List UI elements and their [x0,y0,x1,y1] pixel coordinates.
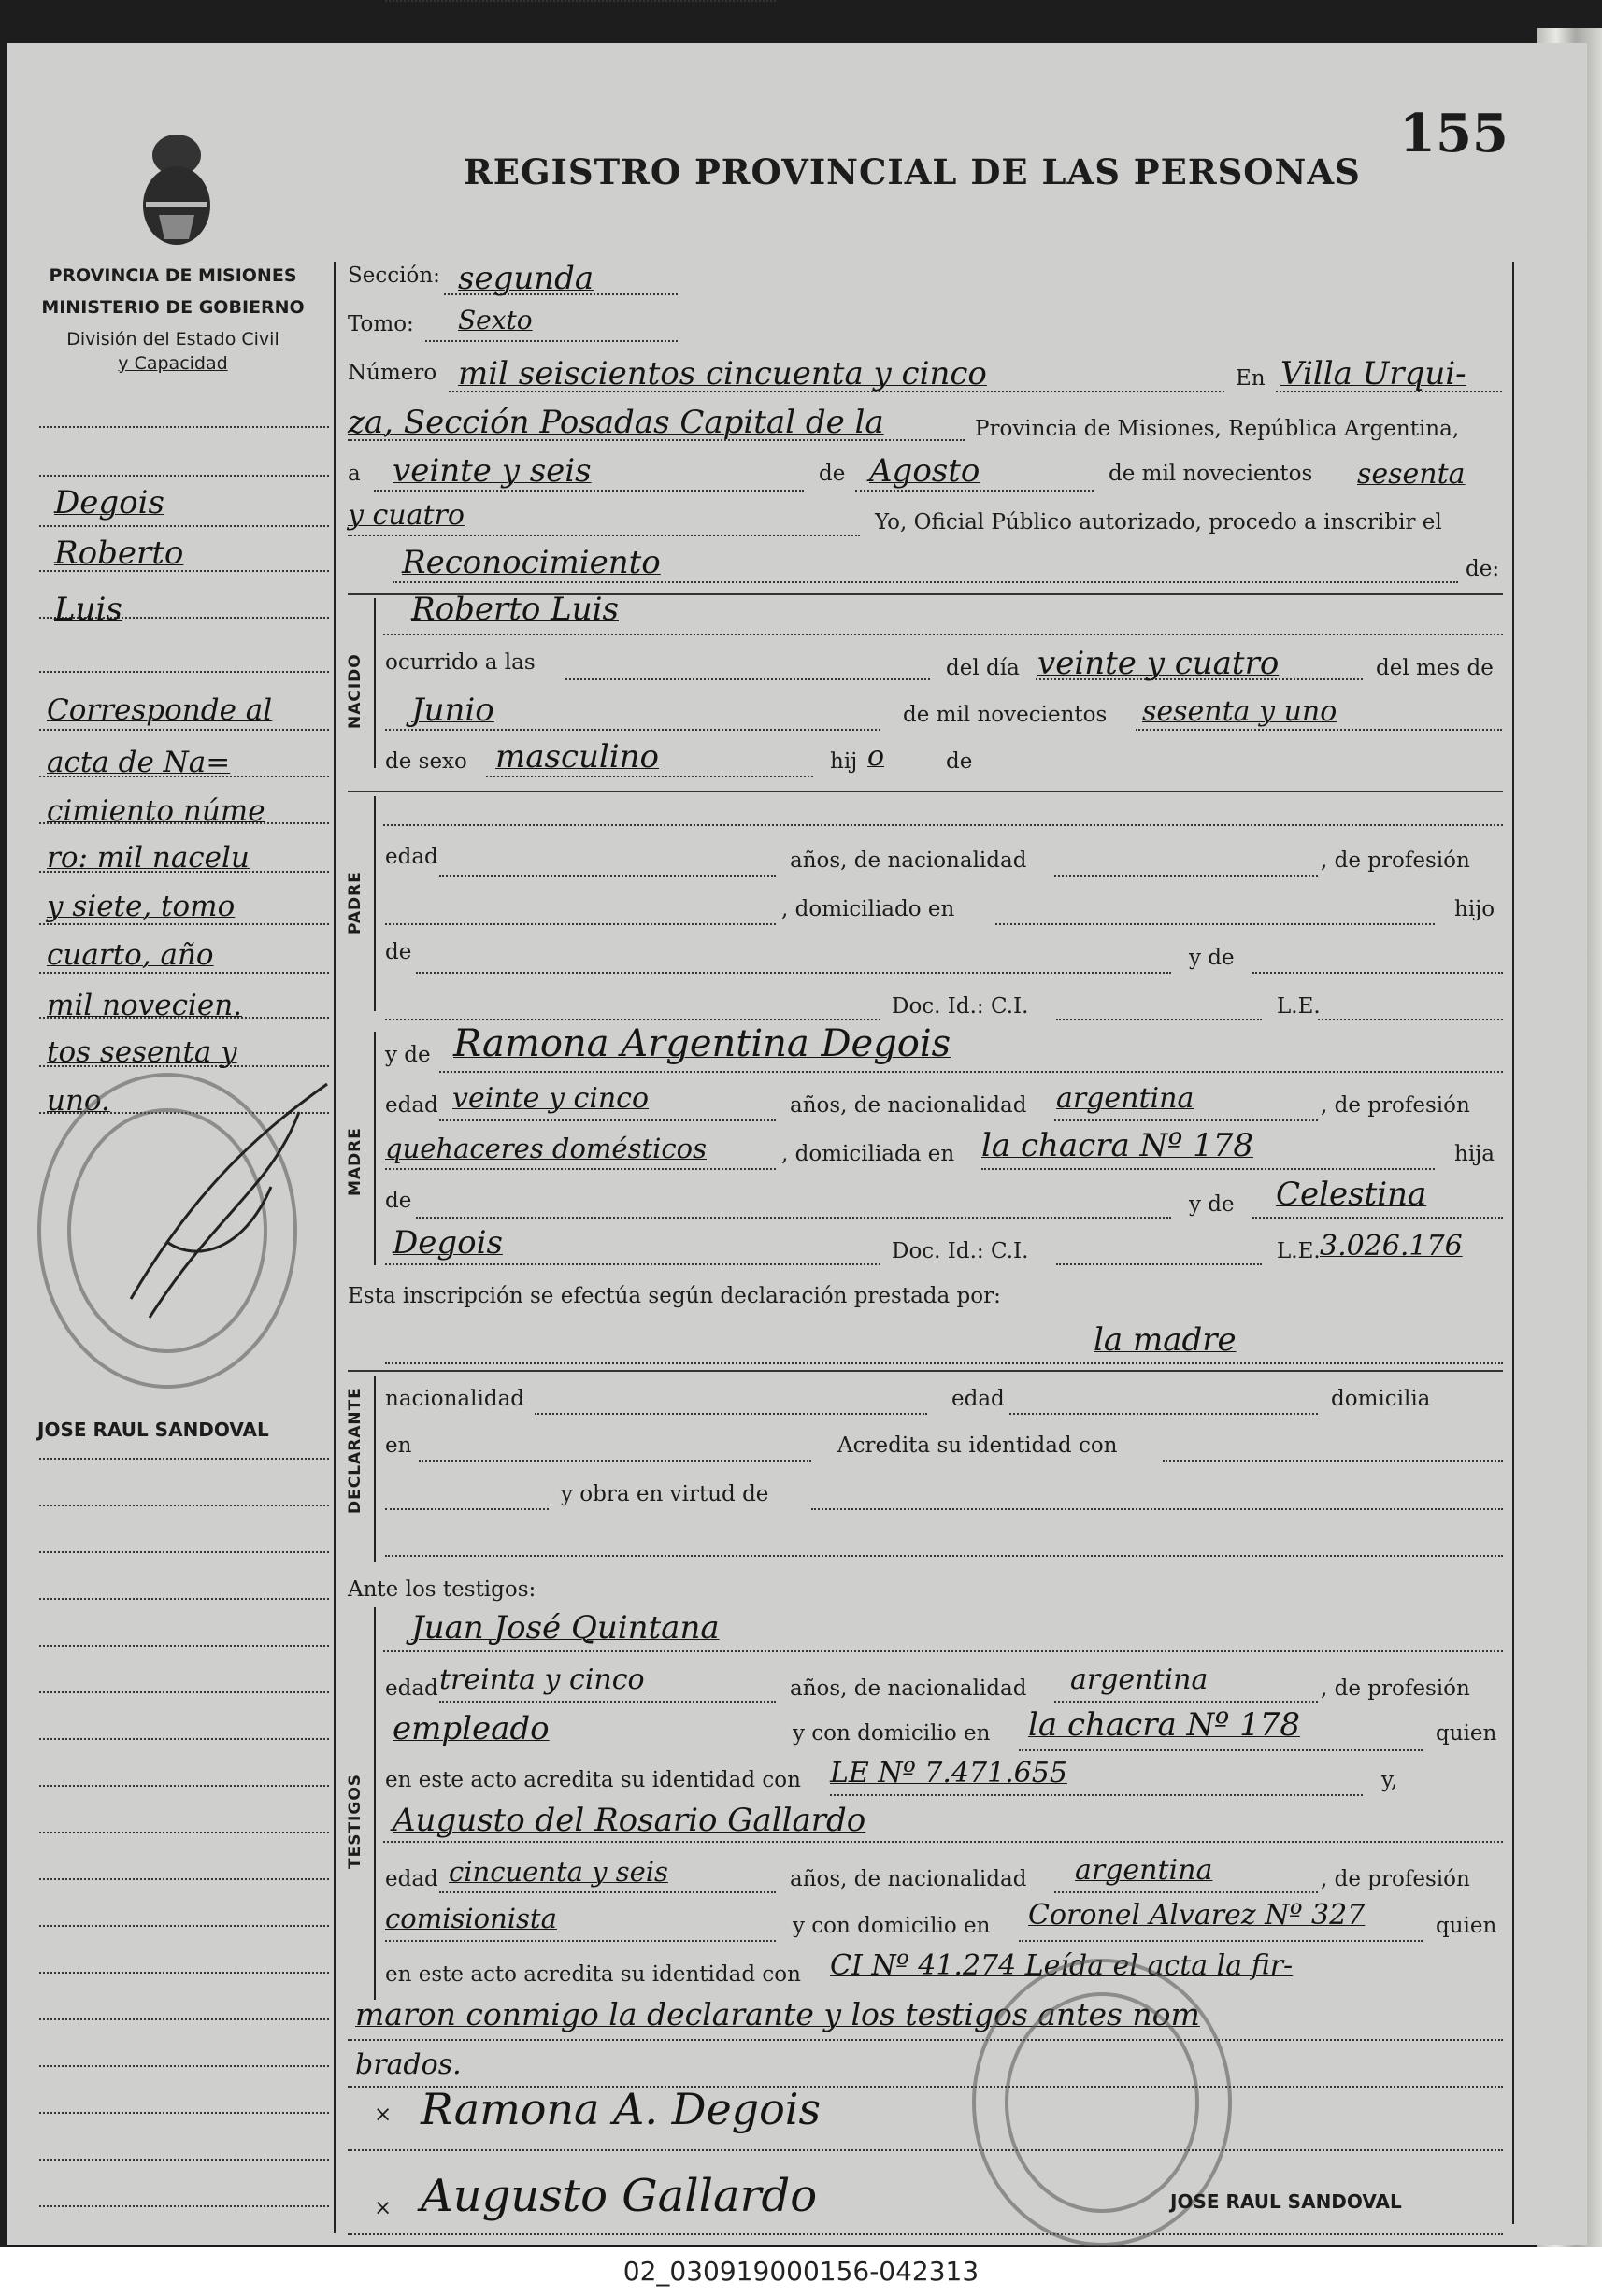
madre-madre-value: Celestina [1276,1176,1427,1213]
hijo-suffix-value: o [867,740,885,773]
testigos-bracket [374,1607,376,2000]
testigo2-edad: cincuenta y seis [449,1856,668,1888]
madre-name-value: Ramona Argentina Degois [453,1022,951,1065]
madre-name-line [439,1071,1503,1073]
right-border [1512,262,1514,2224]
nacido-de-label: de [946,749,973,774]
left-line [39,1785,329,1787]
t2-profesion-label: , de profesión [1321,1867,1470,1891]
madre-apellido-value: Degois [393,1224,503,1262]
nacido-mes-line [385,729,880,731]
left-line [39,2018,329,2020]
t1-name-line [383,1650,1503,1652]
t1-nac-line [1054,1701,1318,1703]
padre-de-label: de [385,940,412,964]
t2-domicilio-label: y con domicilio en [793,1914,991,1938]
yo-text: Yo, Oficial Público autorizado, procedo a inscribir el [875,510,1442,535]
en-label: En [1236,366,1266,391]
declarante-bracket [374,1376,376,1562]
seccion-value: segunda [458,260,594,297]
signature-scribble-icon [112,1075,355,1355]
official-seal-inner-ring-2 [1005,1992,1199,2213]
madre-le-label: L.E. [1277,1239,1321,1263]
declarante-line [385,1362,1503,1364]
left-line [39,475,329,477]
left-line [39,923,329,925]
hijo-label: hij [830,749,858,774]
madre-le-value: 3.026.176 [1320,1230,1463,1262]
testigo1-name: Juan José Quintana [411,1609,720,1647]
madre-yde2-label: y de [1189,1192,1235,1217]
mes-line [855,490,1094,492]
capacity-label: y Capacidad [118,353,228,374]
signature-augusto: Augusto Gallardo [421,2170,818,2222]
padre-section-label: PADRE [346,871,365,934]
padre-nac-line [1054,875,1318,877]
t2-prof-line [385,1940,776,1942]
madre-de-line [416,1217,1171,1219]
t2-edad-line [439,1891,776,1893]
ocurrido-label: ocurrido a las [385,650,536,675]
madre-domicilio-line [981,1168,1435,1170]
provincia-text: Provincia de Misiones, República Argentina, [975,417,1460,441]
left-line [39,2205,329,2207]
nacido-anio-label: de mil novecientos [903,703,1108,727]
t1-acredita-label: en este acto acredita su identidad con [385,1768,801,1792]
declarante-obra-pre-line [385,1508,549,1510]
madre-prof-line [385,1168,776,1170]
closing-text-1: maron conmigo la declarante y los testigos antes nom [355,1996,1200,2032]
testigo1-profesion: empleado [393,1710,550,1747]
registry-title: REGISTRO PROVINCIAL DE LAS PERSONAS [464,151,1361,193]
mes-value: Agosto [869,452,980,490]
t1-prof-line [385,0,776,2]
madre-anios-label: años, de nacionalidad [790,1093,1027,1118]
sexo-value: masculino [495,738,660,776]
signature-line-1 [348,2149,1503,2151]
madre-edad-value: veinte y cinco [452,1082,650,1115]
t1-edad-label: edad [385,1676,438,1701]
padre-le-line [1318,1019,1503,1020]
sexo-line [486,776,813,777]
left-note-line: uno. [47,1084,110,1118]
t2-anios-label: años, de nacionalidad [790,1867,1027,1891]
left-name1: Roberto [54,535,184,572]
declarante-acredita-line [1163,1460,1503,1462]
padre-de-line [416,972,1171,974]
left-line [39,525,329,527]
left-line [39,1738,329,1740]
padre-prof-line [385,923,776,925]
madre-yde2-line [1252,1217,1503,1219]
madre-domiciliada-label: , domiciliada en [781,1142,955,1166]
ministry-label: MINISTERIO DE GOBIERNO [41,297,305,318]
declarante-acredita-label: Acredita su identidad con [837,1433,1118,1458]
declarante-end-line [385,1555,1503,1557]
t1-domicilio-label: y con domicilio en [793,1721,991,1746]
page-number: 155 [1399,103,1509,164]
dia-value: veinte y seis [393,452,592,490]
seccion-label: Sección: [348,264,440,288]
declarante-intro: Esta inscripción se efectúa según declaración prestada por: [348,1284,1001,1308]
t1-anios-label: años, de nacionalidad [790,1676,1027,1701]
anio-label: de mil novecientos [1109,462,1313,486]
padre-edad-line [439,875,776,877]
sexo-label: de sexo [385,749,467,774]
signature-ramona: Ramona A. Degois [421,2084,822,2134]
de-label: de [819,462,846,486]
declarante-section-label: DECLARANTE [346,1387,365,1514]
padre-name-line [383,824,1503,826]
testigo2-nacionalidad: argentina [1075,1854,1213,1887]
signature-mark: × [374,2103,393,2127]
left-line [39,1645,329,1647]
declarante-top-rule [348,1370,1503,1372]
left-note-line: cuarto, año [47,938,214,972]
left-note-line: acta de Na= [47,746,231,779]
anio-value: sesenta [1357,458,1466,491]
closing-line-1 [348,2039,1503,2041]
left-note-line: y siete, tomo [47,890,236,923]
padre-domiciliado-label: , domiciliado en [781,897,955,921]
padre-yde-label: y de [1189,946,1235,970]
declarante-edad-line [1009,1413,1318,1415]
testigo2-domicilio: Coronel Alvarez Nº 327 [1028,1899,1366,1932]
nacido-anio-value: sesenta y uno [1142,695,1337,728]
madre-profesion-value: quehaceres domésticos [385,1133,707,1164]
left-line [39,2159,329,2161]
a-label: a [348,462,361,486]
madre-edad-label: edad [385,1093,438,1118]
left-line [39,426,329,428]
tomo-label: Tomo: [348,312,414,336]
division-label: División del Estado Civil [66,329,279,349]
testigo2-documento: CI Nº 41.274 Leída el acta la fir- [830,1949,1294,1982]
left-line [39,1691,329,1693]
madre-hija-label: hija [1454,1142,1495,1166]
inscribir-line [393,581,1458,583]
padre-hijo-label: hijo [1454,897,1495,921]
declarante-nac-label: nacionalidad [385,1387,525,1411]
t1-edad-line [439,1701,776,1703]
nacido-dia-label: del día [946,656,1020,680]
left-line [39,1458,329,1460]
left-line [39,1832,329,1833]
tomo-value: Sexto [458,305,533,335]
padre-ci-line [1056,1019,1262,1020]
signature-mark: × [374,2196,393,2220]
padre-doc-label: Doc. Id.: C.I. [892,994,1029,1019]
left-note-line: Corresponde al [47,693,273,727]
madre-nac-value: argentina [1056,1082,1194,1115]
testigos-intro: Ante los testigos: [348,1577,536,1602]
coat-of-arms-icon [131,129,222,252]
testigo1-domicilio: la chacra Nº 178 [1028,1706,1300,1744]
numero-value: mil seiscientos cincuenta y cinco [458,355,987,392]
left-note-line: mil novecien. [47,989,243,1022]
anio2-line [348,535,860,536]
declarante-value: la madre [1094,1321,1237,1359]
declarante-obra-label: y obra en virtud de [561,1482,769,1506]
left-line [39,1505,329,1506]
testigos-section-label: TESTIGOS [346,1773,365,1869]
left-note-line: tos sesenta y [47,1035,237,1069]
left-line [39,671,329,673]
padre-le-label: L.E. [1277,994,1321,1019]
inscribir-value: Reconocimiento [402,544,661,581]
testigo1-documento: LE Nº 7.471.655 [830,1757,1067,1790]
nacido-section-label: NACIDO [346,653,365,729]
t2-name-line [383,1841,1503,1843]
padre-yde-line [1252,972,1503,974]
left-line [39,1551,329,1553]
nacido-name-line [383,634,1503,635]
padre-doc-line [385,1019,880,1020]
madre-edad-line [439,1119,776,1121]
madre-yde-label: y de [385,1043,431,1067]
declarante-domicilia-label: domicilia [1331,1387,1431,1411]
madre-domicilio-value: la chacra Nº 178 [981,1127,1253,1164]
nacido-anio-line [1136,729,1502,731]
numero-label: Número [348,361,437,385]
t2-domicilio-line [1019,1940,1423,1942]
testigo2-profesion: comisionista [385,1903,557,1934]
padre-profesion-label: , de profesión [1321,849,1470,873]
nacido-dia-value: veinte y cuatro [1037,645,1280,682]
t2-nac-line [1054,1891,1318,1893]
ocurrido-line [565,678,930,680]
nacido-mes-label: del mes de [1376,656,1494,680]
left-line [39,1878,329,1880]
tomo-line [425,340,678,342]
padre-top-rule [348,791,1503,792]
madre-ci-line [1056,1263,1262,1265]
nacido-name-value: Roberto Luis [411,591,619,628]
madre-profesion-label: , de profesión [1321,1093,1470,1118]
declarante-obra-line [811,1508,1503,1510]
left-line [39,1598,329,1600]
declarante-en-line [419,1460,811,1462]
declarante-en-label: en [385,1433,412,1458]
de-colon-label: de: [1466,557,1500,581]
padre-edad-label: edad [385,845,438,869]
dia-line [374,490,804,492]
testigo1-edad: treinta y cinco [439,1663,645,1696]
testigo1-nacionalidad: argentina [1070,1663,1209,1696]
place-value: za, Sección Posadas Capital de la [348,404,884,441]
t2-acredita-label: en este acto acredita su identidad con [385,1962,801,1987]
madre-doc-label: Doc. Id.: C.I. [892,1239,1029,1263]
nacido-mes-value: Junio [411,692,494,729]
official-name-stamp: JOSE RAUL SANDOVAL [37,1419,269,1441]
madre-de-label: de [385,1189,412,1213]
madre-bracket [374,1032,376,1265]
padre-bracket [374,796,376,1011]
t1-quien-label: quien [1436,1721,1497,1746]
padre-domicilio-line [995,923,1435,925]
left-note-line: ro: mil nacelu [47,841,250,875]
left-line [39,2112,329,2114]
t1-doc-line [830,1794,1363,1796]
madre-apellido-line [385,1263,880,1265]
document-code-footer: 02_030919000156-042313 [0,2247,1602,2296]
closing-text-2: brados. [355,2048,462,2081]
left-surname: Degois [54,484,164,521]
madre-nac-line [1054,1119,1318,1121]
madre-section-label: MADRE [346,1127,365,1196]
anio-value-2: y cuatro [348,499,465,532]
nacido-bracket [374,598,376,768]
left-line [39,729,329,731]
t1-y-label: y, [1381,1768,1398,1792]
testigo2-name: Augusto del Rosario Gallardo [393,1802,866,1839]
signature-line-2 [348,2233,1503,2235]
t1-domicilio-line [1019,1749,1423,1751]
t1-profesion-label: , de profesión [1321,1676,1470,1701]
province-label: PROVINCIA DE MISIONES [49,265,297,286]
left-line [39,1925,329,1927]
official-name-stamp-2: JOSE RAUL SANDOVAL [1170,2190,1402,2213]
padre-anios-label: años, de nacionalidad [790,849,1027,873]
declarante-nac-line [535,1413,927,1415]
en-value: Villa Urqui- [1280,355,1466,392]
t2-edad-label: edad [385,1867,438,1891]
left-line [39,2065,329,2067]
left-name2: Luis [54,591,122,628]
left-note-line: cimiento núme [47,794,265,828]
left-line [39,972,329,974]
t2-quien-label: quien [1436,1914,1497,1938]
declarante-edad-label: edad [951,1387,1005,1411]
left-line [39,1972,329,1974]
